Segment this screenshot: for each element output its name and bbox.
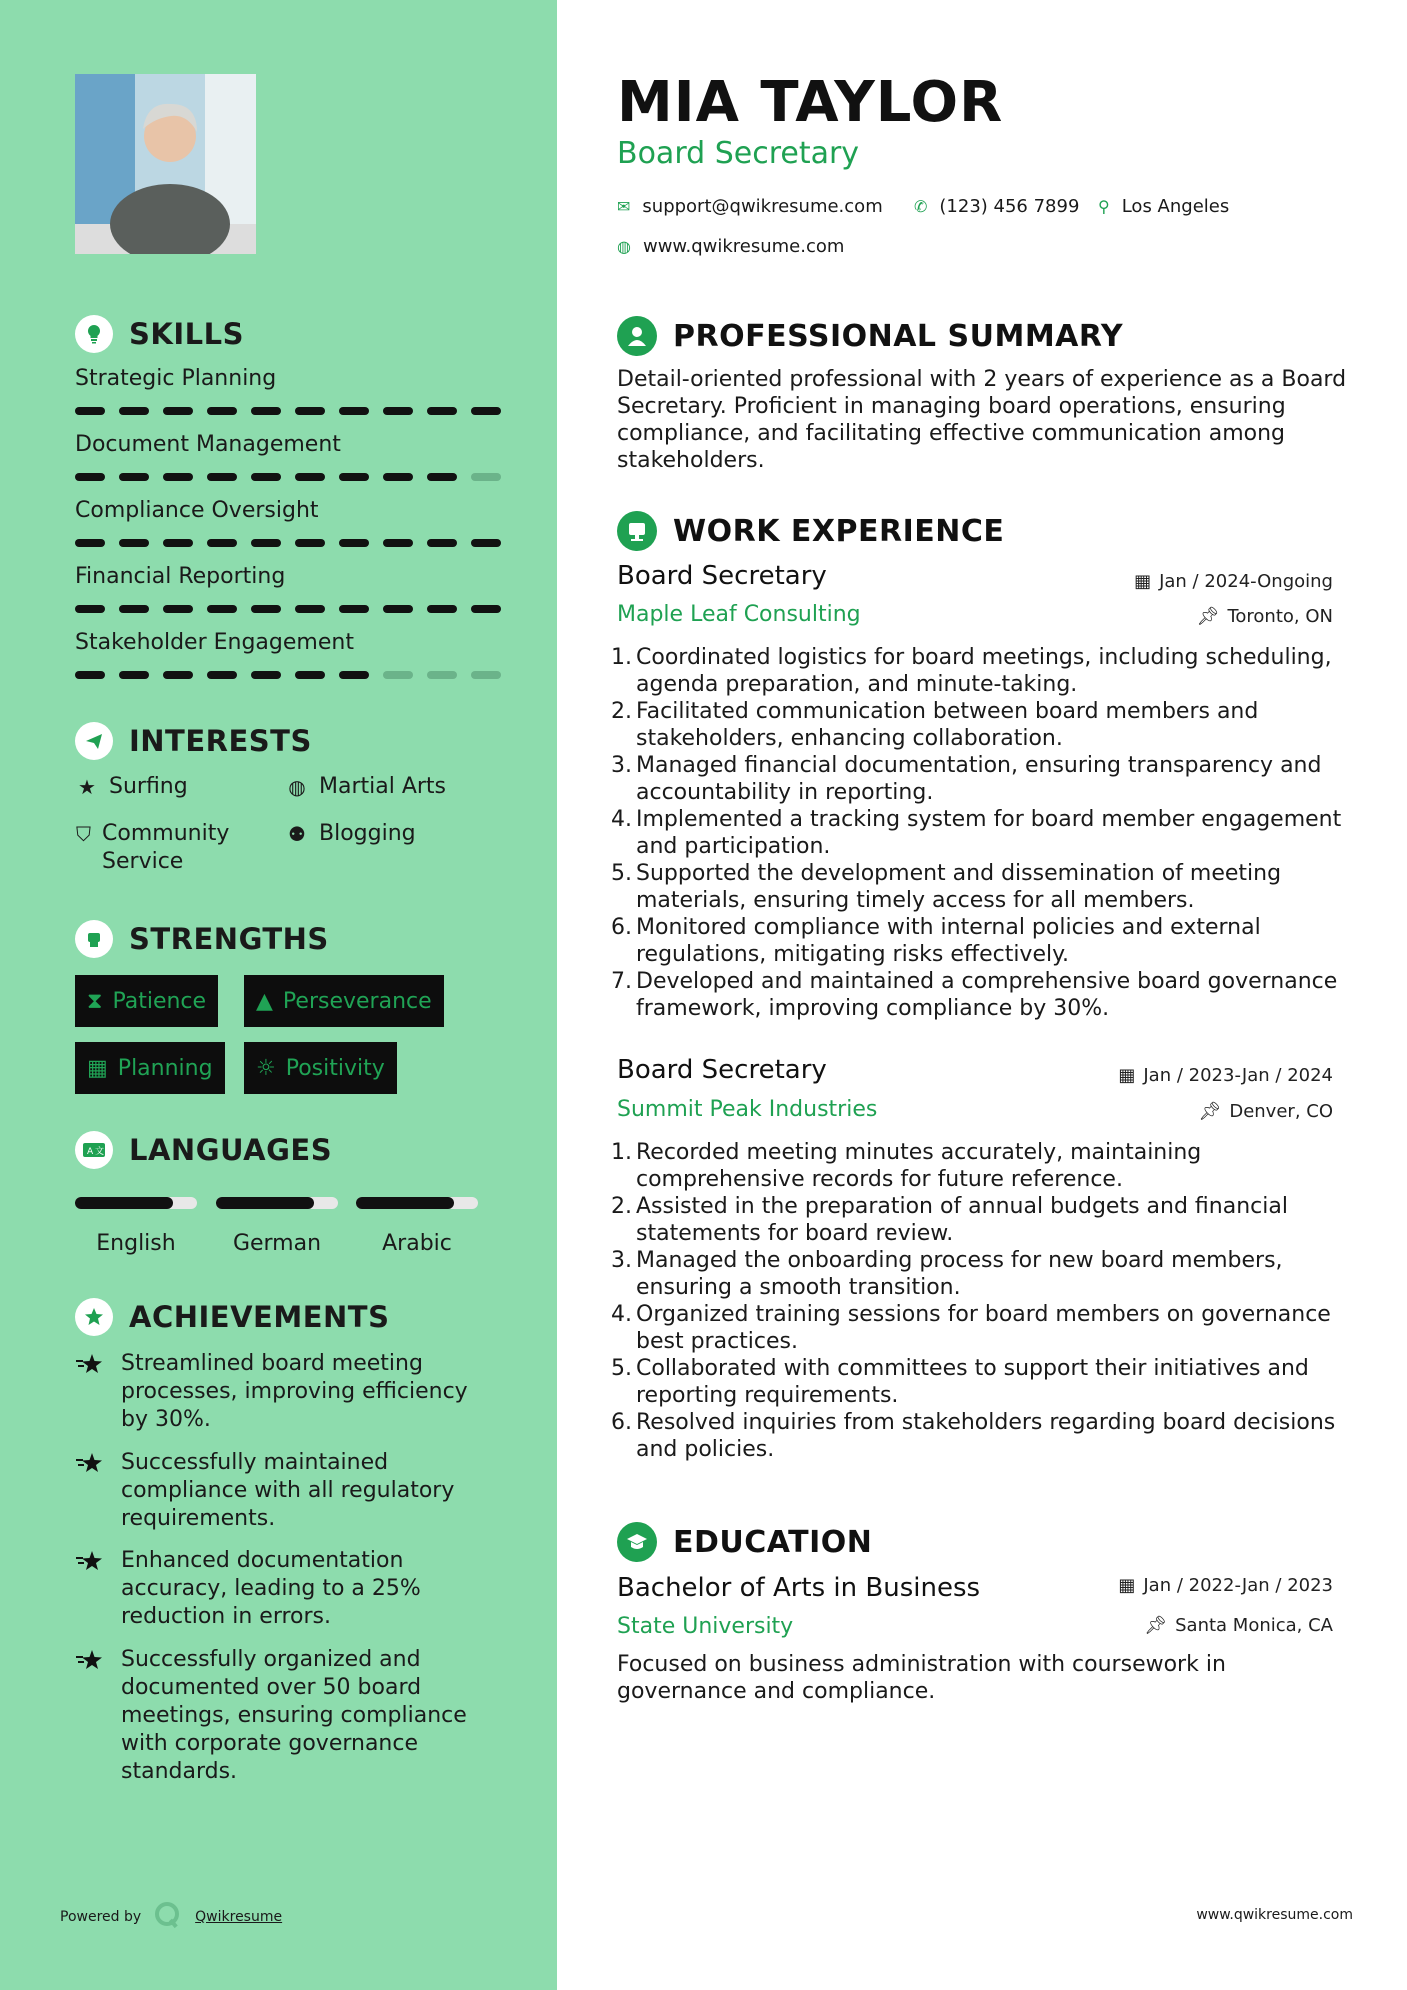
skill-dot <box>163 539 193 547</box>
skill-dot <box>251 407 281 415</box>
job-location <box>1197 606 1333 627</box>
job-bullet: 3. Managed the onboarding process for new board members, ensuring a smooth transition. <box>611 1248 1283 1300</box>
job-company: Maple Leaf Consulting <box>617 602 861 627</box>
skill-dot <box>471 605 501 613</box>
strengths-title: STRENGTHS <box>129 922 329 956</box>
skill-dot <box>207 671 237 679</box>
skill-dot <box>383 473 413 481</box>
skill-dot <box>207 539 237 547</box>
skill-dot <box>339 407 369 415</box>
website-text: www.qwikresume.com <box>642 236 845 257</box>
languages-header <box>75 1131 332 1169</box>
skill-dot <box>383 407 413 415</box>
job-title: Board Secretary <box>617 1055 827 1085</box>
job-bullet: 4. Implemented a tracking system for board member engagement and participation. <box>611 807 1342 859</box>
powered-by <box>60 1900 282 1934</box>
education-header <box>617 1522 872 1562</box>
summary-text: Detail-oriented professional with 2 years of experience as a Board Secretary. Proficient in managing board operations, ensuring compliance, and facilitating effective communication among stakeholders. <box>617 367 1347 473</box>
skill-rating <box>75 473 505 481</box>
svg-text:A: A <box>87 1147 94 1157</box>
job-date <box>1118 1065 1333 1086</box>
skill-dot <box>427 605 457 613</box>
skill-dot <box>295 407 325 415</box>
sun-icon: ☼ <box>256 1055 276 1081</box>
main-content <box>557 0 1407 1990</box>
skill-dot <box>207 605 237 613</box>
skill-dot <box>163 605 193 613</box>
calendar-icon: ▦ <box>87 1055 108 1081</box>
skill-dot <box>471 671 501 679</box>
contact-website[interactable] <box>617 236 844 257</box>
qwikresume-link[interactable]: Qwikresume <box>195 1909 283 1925</box>
job-bullet: 1. Recorded meeting minutes accurately, maintaining comprehensive records for future reference. <box>611 1140 1202 1192</box>
skill-dot <box>251 605 281 613</box>
strength-label: Planning <box>117 1055 213 1081</box>
pin-icon: 📌︎ <box>1144 1615 1168 1636</box>
calendar-icon: ▦ <box>1134 571 1152 592</box>
language-level-bar <box>75 1197 197 1209</box>
job-company: Summit Peak Industries <box>617 1097 878 1122</box>
skill-rating <box>75 671 505 679</box>
envelope-icon: ✉ <box>617 197 631 216</box>
interest-item <box>285 773 446 801</box>
skill-name: Compliance Oversight <box>75 498 319 523</box>
education-location-text: Santa Monica, CA <box>1175 1615 1333 1636</box>
education-date-text: Jan / 2022-Jan / 2023 <box>1143 1575 1333 1596</box>
skill-dot <box>75 473 105 481</box>
contact-location <box>1098 196 1229 217</box>
pin-icon: 📌︎ <box>1196 606 1220 627</box>
job-bullet: 6. Resolved inquiries from stakeholders regarding board decisions and policies. <box>611 1410 1336 1462</box>
job-bullet: 4. Organized training sessions for board members on governance best practices. <box>611 1302 1331 1354</box>
strength-label: Perseverance <box>282 988 432 1014</box>
trophy-star-icon <box>75 1298 113 1336</box>
language-item <box>216 1197 338 1256</box>
experience-title: WORK EXPERIENCE <box>673 513 1005 549</box>
job-date-text: Jan / 2024-Ongoing <box>1159 571 1333 592</box>
powered-by-label: Powered by <box>60 1909 142 1925</box>
skill-item <box>75 630 505 679</box>
road-icon: ▲ <box>256 988 273 1014</box>
candidate-name: MIA TAYLOR <box>617 70 1004 135</box>
skill-item <box>75 564 505 613</box>
skill-dot <box>427 407 457 415</box>
email-text: support@qwikresume.com <box>642 196 883 217</box>
skill-name: Stakeholder Engagement <box>75 630 354 655</box>
skill-dot <box>119 407 149 415</box>
skill-dot <box>339 605 369 613</box>
skill-dot <box>163 473 193 481</box>
language-level-bar <box>356 1197 478 1209</box>
strength-label: Positivity <box>285 1055 385 1081</box>
skill-dot <box>207 407 237 415</box>
phone-icon: ✆ <box>914 197 928 216</box>
contact-email[interactable] <box>617 196 883 217</box>
calendar-icon: ▦ <box>1118 1065 1136 1086</box>
school-name: State University <box>617 1614 794 1639</box>
graduate-icon <box>617 1522 657 1562</box>
job-bullet: 5. Collaborated with committees to support their initiatives and reporting requirements. <box>611 1356 1309 1408</box>
skill-dot <box>119 473 149 481</box>
skill-dot <box>427 473 457 481</box>
interest-label: Blogging <box>319 821 416 846</box>
achievement-text: Enhanced documentation accuracy, leading to a 25% reduction in errors. <box>121 1548 421 1629</box>
strengths-header <box>75 920 329 958</box>
job-bullet: 2. Facilitated communication between board members and stakeholders, enhancing collaboration. <box>611 699 1259 751</box>
footer-website[interactable]: www.qwikresume.com <box>1196 1907 1353 1923</box>
skill-dot <box>295 539 325 547</box>
skill-dot <box>383 539 413 547</box>
strength-label: Patience <box>112 988 207 1014</box>
language-name: English <box>96 1231 176 1256</box>
language-item <box>75 1197 197 1256</box>
skill-dot <box>251 473 281 481</box>
skill-dot <box>339 473 369 481</box>
skill-dot <box>427 671 457 679</box>
language-level-fill <box>75 1197 173 1209</box>
language-name: Arabic <box>382 1231 452 1256</box>
language-level-fill <box>216 1197 314 1209</box>
achievement-text: Successfully organized and documented over 50 board meetings, ensuring compliance with corporate governance standards. <box>121 1647 467 1784</box>
language-icon <box>75 1131 113 1169</box>
achievement-item <box>75 1350 495 1434</box>
interests-header <box>75 722 312 760</box>
interest-label: Community Service <box>102 821 230 874</box>
skill-dot <box>75 671 105 679</box>
skill-dot <box>75 605 105 613</box>
degree-title: Bachelor of Arts in Business <box>617 1573 981 1603</box>
language-item <box>356 1197 478 1256</box>
contact-phone[interactable] <box>914 196 1079 217</box>
skill-dot <box>339 539 369 547</box>
hourglass-icon: ⧗ <box>87 988 103 1014</box>
skill-dot <box>295 605 325 613</box>
users-icon: ⚉ <box>288 822 306 846</box>
skill-rating <box>75 407 505 415</box>
skill-dot <box>119 605 149 613</box>
summary-title: PROFESSIONAL SUMMARY <box>673 318 1124 354</box>
skill-dot <box>295 473 325 481</box>
achievement-item <box>75 1547 495 1631</box>
skill-dot <box>471 539 501 547</box>
location-text: Los Angeles <box>1121 196 1230 217</box>
interest-item <box>75 820 255 876</box>
lightbulb-icon <box>75 315 113 353</box>
star-icon <box>75 1547 109 1631</box>
star-icon <box>75 1350 109 1434</box>
strength-badge <box>244 1042 397 1094</box>
job-bullet: 2. Assisted in the preparation of annual budgets and financial statements for board review. <box>611 1194 1288 1246</box>
skill-dot <box>339 671 369 679</box>
achievement-text: Successfully maintained compliance with all regulatory requirements. <box>121 1450 455 1531</box>
job-date <box>1134 571 1333 592</box>
achievements-title: ACHIEVEMENTS <box>129 1300 390 1334</box>
globe-icon: ◍ <box>288 775 306 799</box>
skill-dot <box>75 407 105 415</box>
skill-dot <box>251 671 281 679</box>
skills-header <box>75 315 244 353</box>
skill-dot <box>119 671 149 679</box>
job-bullets <box>610 644 1350 1022</box>
skill-item <box>75 498 505 547</box>
education-date <box>1118 1575 1333 1596</box>
language-level-fill <box>356 1197 454 1209</box>
achievement-text: Streamlined board meeting processes, improving efficiency by 30%. <box>121 1351 468 1432</box>
sidebar <box>0 0 557 1990</box>
education-location <box>1144 1615 1333 1636</box>
map-pin-icon: ⚲ <box>1098 197 1110 216</box>
skill-dot <box>471 407 501 415</box>
skill-dot <box>207 473 237 481</box>
skill-item <box>75 432 505 481</box>
candidate-role: Board Secretary <box>617 136 860 171</box>
briefcase-icon <box>617 511 657 551</box>
language-level-bar <box>216 1197 338 1209</box>
job-bullets <box>610 1139 1350 1463</box>
interest-item <box>75 773 188 801</box>
job-location-text: Denver, CO <box>1229 1101 1333 1122</box>
skills-title: SKILLS <box>129 317 244 351</box>
skill-name: Strategic Planning <box>75 366 277 391</box>
profile-photo <box>75 74 256 254</box>
globe-icon: ◍ <box>617 237 631 256</box>
language-name: German <box>232 1231 322 1256</box>
strength-badge <box>75 1042 225 1094</box>
svg-text:文: 文 <box>95 1147 105 1157</box>
job-bullet: 6. Monitored compliance with internal policies and external regulations, mitigating risks effectively. <box>611 915 1261 967</box>
job-bullet: 3. Managed financial documentation, ensuring transparency and accountability in reporting. <box>611 753 1322 805</box>
skill-rating <box>75 605 505 613</box>
user-icon <box>617 316 657 356</box>
skill-name: Document Management <box>75 432 341 457</box>
strength-badge <box>244 975 444 1027</box>
skill-name: Financial Reporting <box>75 564 286 589</box>
experience-header <box>617 511 1004 551</box>
skill-dot <box>471 473 501 481</box>
calendar-icon: ▦ <box>1118 1575 1136 1596</box>
skill-dot <box>119 539 149 547</box>
job-bullet: 5. Supported the development and dissemination of meeting materials, ensuring timely access for all members. <box>611 861 1282 913</box>
paper-plane-icon <box>75 722 113 760</box>
achievements-header <box>75 1298 389 1336</box>
job-location <box>1198 1101 1333 1122</box>
achievement-item <box>75 1646 495 1786</box>
interest-label: Surfing <box>109 774 188 799</box>
skill-rating <box>75 539 505 547</box>
job-title: Board Secretary <box>617 561 827 591</box>
pin-icon: 📌︎ <box>1198 1101 1222 1122</box>
skill-dot <box>163 671 193 679</box>
skill-item <box>75 366 505 415</box>
fist-icon <box>75 920 113 958</box>
job-bullet: 1. Coordinated logistics for board meetings, including scheduling, agenda preparation, and minute-taking. <box>611 645 1332 697</box>
strength-badge <box>75 975 218 1027</box>
skill-dot <box>383 671 413 679</box>
star-icon <box>75 1646 109 1786</box>
shield-icon: ⛉ <box>76 822 92 846</box>
achievement-item <box>75 1449 495 1533</box>
summary-header <box>617 316 1123 356</box>
qwikresume-logo-icon <box>153 1900 183 1934</box>
interest-item <box>285 820 416 848</box>
education-title: EDUCATION <box>673 1524 873 1560</box>
skill-dot <box>163 407 193 415</box>
job-location-text: Toronto, ON <box>1227 606 1333 627</box>
skill-dot <box>295 671 325 679</box>
skill-dot <box>383 605 413 613</box>
skill-dot <box>427 539 457 547</box>
star-icon <box>75 1449 109 1533</box>
interest-label: Martial Arts <box>319 774 447 799</box>
star-icon: ★ <box>78 775 96 799</box>
interests-title: INTERESTS <box>129 724 312 758</box>
education-description: Focused on business administration with coursework in governance and compliance. <box>617 1652 1226 1704</box>
job-date-text: Jan / 2023-Jan / 2024 <box>1143 1065 1333 1086</box>
skill-dot <box>75 539 105 547</box>
skill-dot <box>251 539 281 547</box>
job-bullet: 7. Developed and maintained a comprehensive board governance framework, improving compliance by 30%. <box>611 969 1338 1021</box>
phone-text: (123) 456 7899 <box>939 196 1080 217</box>
languages-title: LANGUAGES <box>129 1133 333 1167</box>
